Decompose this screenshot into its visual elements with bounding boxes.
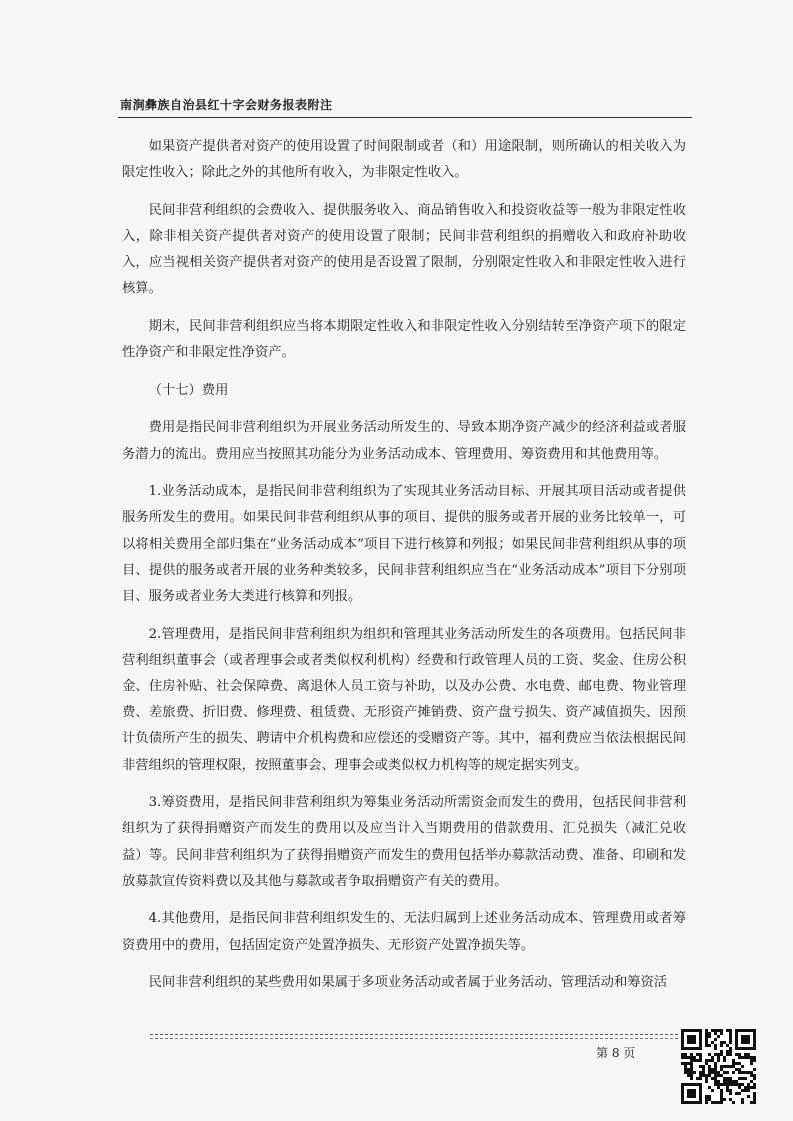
paragraph: 民间非营利组织的某些费用如果属于多项业务活动或者属于业务活动、管理活动和筹资活 <box>148 975 668 991</box>
paragraph: 期末，民间非营利组织应当将本期限定性收入和非限定性收入分别结转至净资产项下的限定性净资产和非限定性净资产。 <box>122 319 686 361</box>
footer-rule <box>150 1038 678 1039</box>
header-rule <box>118 117 692 118</box>
paragraph: 如果资产提供者对资产的使用设置了时间限制或者（和）用途限制，则所确认的相关收入为限定性收入；除此之外的其他所有收入，为非限定性收入。 <box>122 139 686 181</box>
paragraph: 2.管理费用，是指民间非营利组织为组织和管理其业务活动所发生的各项费用。包括民间非营利组织董事会（或者理事会或者类似权利机构）经费和行政管理人员的工资、奖金、住房公积金、住房补贴、社会保障费、离退休人员工资与补助，以及办公费、水电费、邮电费、物业管理费、差旅费、折旧费、修理费、租赁费、无形资产摊销费、资产盘亏损失、资产减值损失、因预计负债所产生的损失、聘请中介机构费和应偿还的受赠资产等。其中，福利费应当依法根据民间非营组织的管理权限，按照董事会、理事会或类似权力机构等的规定据实列支。 <box>122 626 686 773</box>
qr-code-icon <box>681 1029 756 1104</box>
footer-rule <box>150 1034 678 1035</box>
section-heading: （十七）费用 <box>148 382 229 398</box>
paragraph: 3.筹资费用，是指民间非营利组织为筹集业务活动所需资金而发生的费用，包括民间非营利组织为了获得捐赠资产而发生的费用以及应当计入当期费用的借款费用、汇兑损失（减汇兑收益）等。民间非营利组织为了获得捐赠资产而发生的费用包括举办募款活动费、准备、印刷和发放募款宣传资料费以及其他与募款或者争取捐赠资产有关的费用。 <box>122 795 686 889</box>
page-number: 第 8 页 <box>596 1046 636 1060</box>
document-body <box>122 134 686 1008</box>
document-header: 南涧彝族自治县红十字会财务报表附注 <box>120 98 333 112</box>
paragraph: 费用是指民间非营利组织为开展业务活动所发生的、导致本期净资产减少的经济利益或者服务潜力的流出。费用应当按照其功能分为业务活动成本、管理费用、筹资费用和其他费用等。 <box>122 420 686 462</box>
paragraph: 4.其他费用，是指民间非营利组织发生的、无法归属到上述业务活动成本、管理费用或者筹资费用中的费用，包括固定资产处置净损失、无形资产处置净损失等。 <box>122 911 686 953</box>
paragraph: 民间非营利组织的会费收入、提供服务收入、商品销售收入和投资收益等一般为非限定性收入，除非相关资产提供者对资产的使用设置了限制；民间非营利组织的捐赠收入和政府补助收入，应当视相关资产提供者对资产的使用是否设置了限制，分别限定性收入和非限定性收入进行核算。 <box>122 202 686 297</box>
paragraph: 1.业务活动成本，是指民间非营利组织为了实现其业务活动目标、开展其项目活动或者提供服务所发生的费用。如果民间非营利组织从事的项目、提供的服务或者开展的业务比较单一，可以将相关费用全部归集在“业务活动成本”项目下进行核算和列报；如果民间非营利组织从事的项目、提供的服务或者开展的业务种类较多，民间非营利组织应当在“业务活动成本”项目下分别项目、服务或者业务大类进行核算和列报。 <box>122 484 686 604</box>
